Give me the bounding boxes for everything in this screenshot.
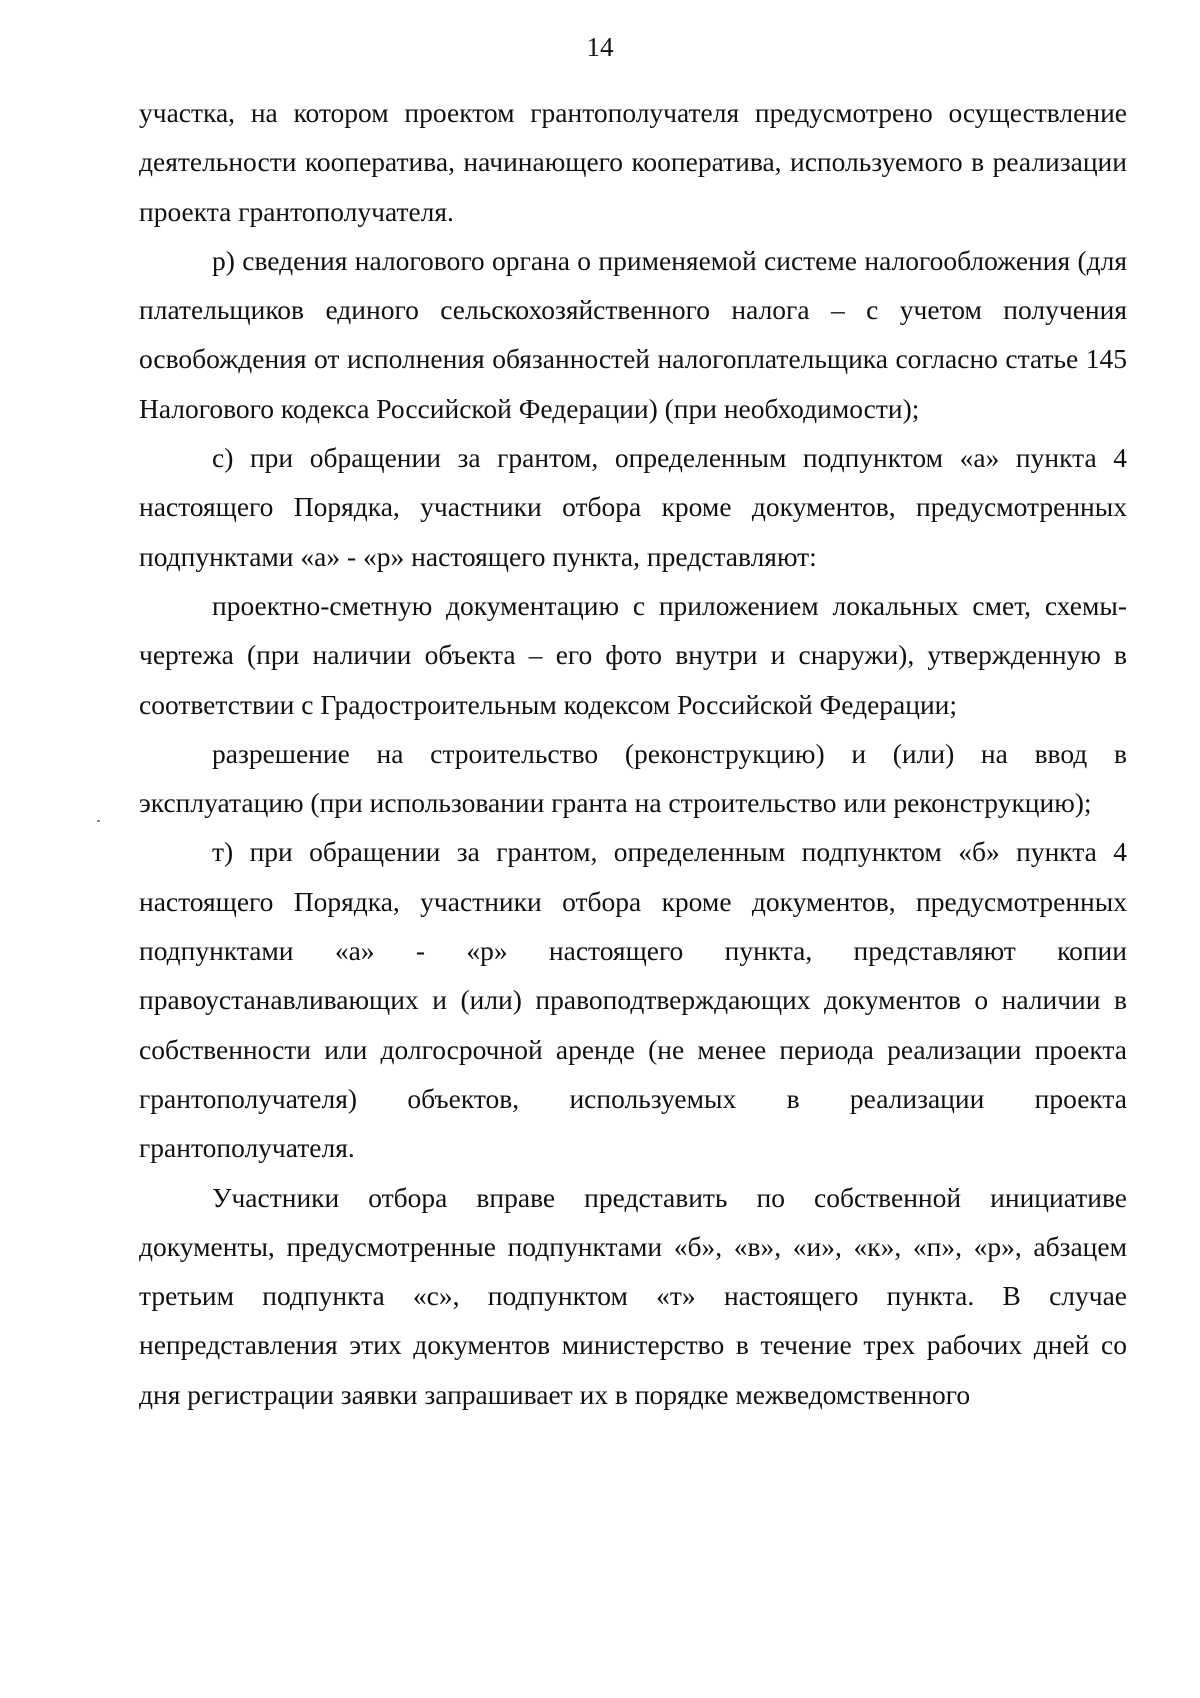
document-body	[139, 88, 1127, 1419]
scan-artifact	[97, 820, 100, 822]
paragraph-construction-permit: разрешение на строительство (реконструкцию) и (или) на ввод в эксплуатацию (при использовании гранта на строительство или реконструкцию);	[139, 737, 1127, 819]
page-number: 14	[586, 32, 614, 62]
paragraph-item-r: р) сведения налогового органа о применяемой системе налогообложения (для плательщиков единого сельскохозяйственного налога – с учетом получения освобождения от исполнения обязанностей налогоплательщика согласно статье 145 Налогового кодекса Российской Федерации) (при необходимости);	[139, 244, 1127, 424]
paragraph-item-t: т) при обращении за грантом, определенным подпунктом «б» пункта 4 настоящего Порядка, участники отбора кроме документов, предусмотренных подпунктами «а» - «р» настоящего пункта, представляют копии правоустанавливающих и (или) правоподтверждающих документов о наличии в собственности или долгосрочной аренде (не менее периода реализации проекта грантополучателя) объектов, используемых в реализации проекта грантополучателя.	[139, 836, 1127, 1164]
paragraph-item-s: с) при обращении за грантом, определенным подпунктом «а» пункта 4 настоящего Порядка, участники отбора кроме документов, предусмотренных подпунктами «а» - «р» настоящего пункта, представляют:	[139, 442, 1127, 572]
paragraph-participants-right: Участники отбора вправе представить по собственной инициативе документы, предусмотренные подпунктами «б», «в», «и», «к», «п», «р», абзацем третьим подпункта «с», подпунктом «т» настоящего пункта. В случае непредставления этих документов министерство в течение трех рабочих дней со дня регистрации заявки запрашивает их в порядке межведомственного	[139, 1181, 1127, 1410]
paragraph-design-documentation: проектно-сметную документацию с приложением локальных смет, схемы-чертежа (при наличии объекта – его фото внутри и снаружи), утвержденную в соответствии с Градостроительным кодексом Российской Федерации;	[139, 589, 1127, 720]
paragraph-continuation: участка, на котором проектом грантополучателя предусмотрено осуществление деятельности кооператива, начинающего кооператива, используемого в реализации проекта грантополучателя.	[139, 97, 1127, 227]
